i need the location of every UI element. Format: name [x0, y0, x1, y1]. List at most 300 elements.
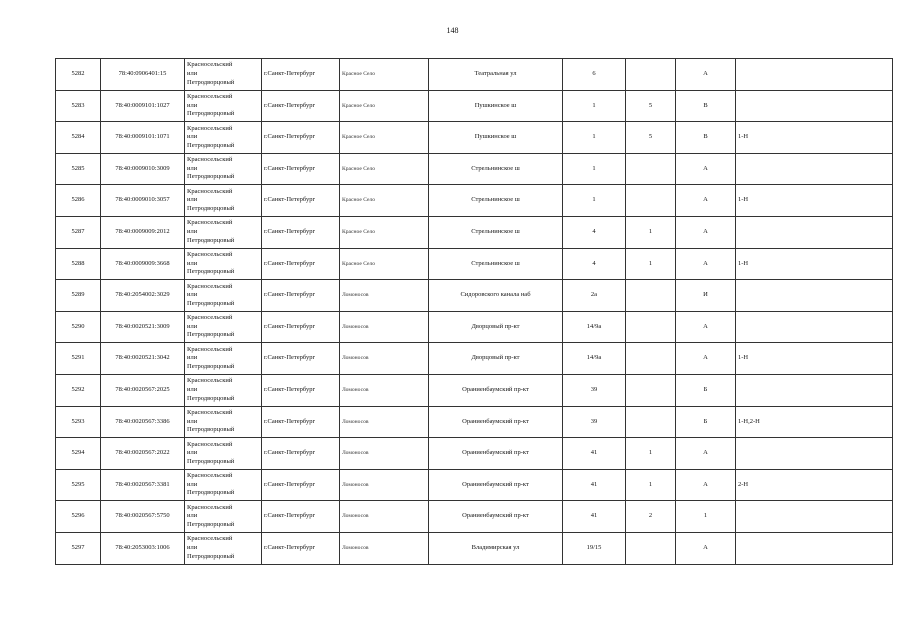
- cell-locality-text: Ломоносов: [342, 323, 369, 330]
- district-line: или: [187, 512, 198, 520]
- cell-cadastral-number: [101, 406, 185, 438]
- cell-house: [563, 280, 626, 312]
- cell-street-text: Владимирская ул: [471, 543, 520, 551]
- cell-locality: [340, 122, 429, 154]
- cell-row-number: [56, 438, 101, 470]
- cell-premises: [736, 122, 893, 154]
- cell-row-number: [56, 59, 101, 91]
- cell-house: [563, 153, 626, 185]
- cell-premises: [736, 438, 893, 470]
- cell-letter-text: А: [703, 70, 708, 77]
- cell-locality: [340, 280, 429, 312]
- cell-cadastral-number-text: 78:40:0009009:3668: [115, 259, 170, 267]
- district-line: или: [187, 354, 198, 362]
- district-line: Петродворцовый: [187, 489, 235, 497]
- cell-premises-text: 1-Н: [738, 196, 749, 204]
- cell-city: [262, 343, 340, 375]
- cell-district: [185, 122, 262, 154]
- cell-district: [185, 90, 262, 122]
- cell-cadastral-number: [101, 122, 185, 154]
- cell-locality-text: Ломоносов: [342, 513, 369, 520]
- district-line: Красносельский: [187, 250, 233, 258]
- cell-house-text: 4: [592, 259, 596, 267]
- cell-street-text: Сидоровского канала наб: [460, 291, 531, 299]
- district-line: или: [187, 449, 198, 457]
- cell-house: [563, 216, 626, 248]
- cell-city-text: г.Санкт-Петербург: [264, 227, 316, 235]
- cell-building: [626, 122, 676, 154]
- cell-street: [429, 311, 563, 343]
- district-line: Красносельский: [187, 282, 233, 290]
- cell-city-text: г.Санкт-Петербург: [264, 101, 316, 109]
- cell-city: [262, 280, 340, 312]
- cell-cadastral-number-text: 78:40:0009010:3057: [115, 196, 170, 204]
- cell-street: [429, 501, 563, 533]
- cell-city-text: г.Санкт-Петербург: [264, 543, 316, 551]
- cell-premises: [736, 532, 893, 564]
- cell-row-number-text: 5289: [71, 291, 85, 299]
- cell-letter-text: И: [703, 291, 708, 299]
- cell-street: [429, 59, 563, 91]
- cell-row-number: [56, 532, 101, 564]
- cell-house-text: 1: [592, 133, 596, 141]
- cell-row-number-text: 5292: [71, 385, 85, 393]
- district-line: Петродворцовый: [187, 110, 235, 118]
- district-line: Петродворцовый: [187, 204, 235, 212]
- cell-premises: [736, 469, 893, 501]
- cell-house: [563, 406, 626, 438]
- table-row: [56, 153, 893, 185]
- cell-premises: [736, 153, 893, 185]
- district-line: Красносельский: [187, 377, 233, 385]
- cell-city-text: г.Санкт-Петербург: [264, 133, 316, 141]
- cell-locality: [340, 438, 429, 470]
- cell-row-number: [56, 343, 101, 375]
- cell-building: [626, 216, 676, 248]
- district-line: Красносельский: [187, 61, 233, 69]
- cell-letter-text: В: [703, 101, 708, 109]
- district-line: Петродворцовый: [187, 173, 235, 181]
- cell-row-number-text: 5296: [71, 512, 85, 520]
- cell-locality-text: Ломоносов: [342, 355, 369, 362]
- cell-house: [563, 248, 626, 280]
- table-row: [56, 438, 893, 470]
- cell-street: [429, 280, 563, 312]
- cell-city: [262, 153, 340, 185]
- table-row: [56, 343, 893, 375]
- cell-street: [429, 438, 563, 470]
- cell-locality: [340, 532, 429, 564]
- district-line: Красносельский: [187, 314, 233, 322]
- cell-cadastral-number-text: 78:40:0020567:5750: [115, 512, 170, 520]
- cell-premises: [736, 90, 893, 122]
- cell-locality: [340, 153, 429, 185]
- table-row: [56, 311, 893, 343]
- cell-city: [262, 311, 340, 343]
- cell-house-text: 39: [590, 417, 598, 425]
- cell-building-text: 1: [648, 480, 653, 488]
- district-line: или: [187, 417, 198, 425]
- cell-letter-text: В: [703, 133, 708, 141]
- cell-cadastral-number-text: 78:40:0020567:2022: [115, 449, 170, 457]
- district-line: Красносельский: [187, 408, 233, 416]
- cell-letter: [676, 469, 736, 501]
- cell-street-text: Ораниенбаумский пр-кт: [462, 385, 529, 393]
- cell-street-text: Стрельнинское ш: [471, 196, 520, 204]
- cell-city: [262, 59, 340, 91]
- table-row: [56, 122, 893, 154]
- cell-premises: [736, 248, 893, 280]
- cell-letter-text: Б: [703, 385, 708, 393]
- cell-house: [563, 501, 626, 533]
- cell-premises: [736, 374, 893, 406]
- cell-district: [185, 59, 262, 91]
- district-line: Красносельский: [187, 187, 233, 195]
- cell-cadastral-number-text: 78:40:0009101:1027: [115, 101, 170, 109]
- district-line: Петродворцовый: [187, 426, 235, 434]
- cell-letter-text: А: [703, 449, 708, 457]
- district-line: Петродворцовый: [187, 299, 235, 307]
- cell-house-text: 1: [592, 101, 596, 109]
- cell-city-text: г.Санкт-Петербург: [264, 417, 316, 425]
- cell-district: [185, 501, 262, 533]
- cell-row-number-text: 5284: [71, 133, 85, 141]
- cell-row-number-text: 5285: [71, 164, 85, 172]
- cell-district: [185, 438, 262, 470]
- cell-row-number: [56, 122, 101, 154]
- cell-locality-text: Красное Село: [342, 260, 376, 267]
- cell-building: [626, 438, 676, 470]
- cell-cadastral-number-text: 78:40:0020521:3009: [115, 322, 170, 330]
- cell-district: [185, 311, 262, 343]
- cell-locality: [340, 469, 429, 501]
- cell-locality: [340, 374, 429, 406]
- cell-cadastral-number: [101, 343, 185, 375]
- cell-street: [429, 90, 563, 122]
- district-line: Петродворцовый: [187, 78, 235, 86]
- cell-house-text: 41: [590, 449, 598, 457]
- cell-letter-text: А: [703, 354, 708, 362]
- cell-letter: [676, 153, 736, 185]
- cell-premises: [736, 59, 893, 91]
- table-row: [56, 374, 893, 406]
- cell-premises: [736, 280, 893, 312]
- cell-building: [626, 406, 676, 438]
- cell-row-number-text: 5295: [71, 480, 85, 488]
- cell-locality-text: Ломоносов: [342, 292, 369, 299]
- cell-house: [563, 90, 626, 122]
- cell-letter: [676, 185, 736, 217]
- cell-building: [626, 248, 676, 280]
- cell-cadastral-number-text: 78:40:0009101:1071: [115, 133, 170, 141]
- cell-letter-text: А: [703, 543, 708, 551]
- cell-district: [185, 343, 262, 375]
- cell-locality: [340, 311, 429, 343]
- district-line: Красносельский: [187, 472, 233, 480]
- cell-premises-text: 1-Н: [738, 354, 749, 362]
- cell-premises-text: 2-Н: [738, 480, 749, 488]
- cell-row-number: [56, 501, 101, 533]
- cell-house: [563, 469, 626, 501]
- district-line: или: [187, 259, 198, 267]
- cell-city-text: г.Санкт-Петербург: [264, 322, 316, 330]
- table-row: [56, 501, 893, 533]
- cell-street-text: Дворцовый пр-кт: [471, 354, 520, 362]
- district-line: или: [187, 133, 198, 141]
- cell-street-text: Стрельнинское ш: [471, 227, 520, 235]
- district-line: Петродворцовый: [187, 520, 235, 528]
- cell-letter: [676, 280, 736, 312]
- cell-city: [262, 122, 340, 154]
- cell-house: [563, 59, 626, 91]
- cell-row-number-text: 5297: [71, 543, 85, 551]
- cell-street: [429, 343, 563, 375]
- cell-locality: [340, 248, 429, 280]
- cell-locality-text: Ломоносов: [342, 386, 369, 393]
- cell-row-number-text: 5286: [71, 196, 85, 204]
- cell-row-number-text: 5288: [71, 259, 85, 267]
- cell-row-number: [56, 406, 101, 438]
- registry-table: [55, 58, 893, 565]
- cell-row-number-text: 5294: [71, 449, 85, 457]
- cell-cadastral-number: [101, 374, 185, 406]
- cell-house-text: 14/9а: [586, 322, 602, 330]
- cell-district: [185, 248, 262, 280]
- cell-locality: [340, 216, 429, 248]
- cell-row-number-text: 5291: [71, 354, 85, 362]
- cell-cadastral-number-text: 78:40:2053003:1006: [115, 543, 170, 551]
- cell-street: [429, 532, 563, 564]
- table-row: [56, 216, 893, 248]
- cell-premises: [736, 311, 893, 343]
- cell-locality-text: Ломоносов: [342, 418, 369, 425]
- cell-building: [626, 469, 676, 501]
- cell-locality-text: Красное Село: [342, 102, 376, 109]
- cell-letter-text: А: [703, 480, 708, 488]
- table-row: [56, 248, 893, 280]
- cell-cadastral-number-text: 78:40:0906401:15: [118, 70, 167, 77]
- cell-house: [563, 185, 626, 217]
- cell-street-text: Ораниенбаумский пр-кт: [462, 449, 529, 457]
- cell-locality: [340, 90, 429, 122]
- cell-locality-text: Красное Село: [342, 134, 376, 141]
- cell-locality-text: Красное Село: [342, 228, 376, 235]
- cell-letter: [676, 90, 736, 122]
- cell-locality: [340, 501, 429, 533]
- cell-letter-text: А: [703, 164, 708, 172]
- cell-district: [185, 216, 262, 248]
- cell-cadastral-number: [101, 248, 185, 280]
- table-row: [56, 406, 893, 438]
- cell-house-text: 1: [592, 164, 596, 172]
- table-row: [56, 532, 893, 564]
- cell-street: [429, 153, 563, 185]
- page-number: 148: [446, 26, 459, 35]
- cell-city: [262, 406, 340, 438]
- cell-cadastral-number-text: 78:40:0020567:3386: [115, 417, 170, 425]
- cell-building: [626, 59, 676, 91]
- district-line: Петродворцовый: [187, 362, 235, 370]
- district-line: Красносельский: [187, 345, 233, 353]
- cell-building: [626, 153, 676, 185]
- cell-building: [626, 374, 676, 406]
- cell-cadastral-number: [101, 469, 185, 501]
- cell-cadastral-number: [101, 153, 185, 185]
- cell-locality: [340, 185, 429, 217]
- cell-district: [185, 185, 262, 217]
- table-row: [56, 59, 893, 91]
- district-line: Петродворцовый: [187, 394, 235, 402]
- cell-cadastral-number: [101, 311, 185, 343]
- table-row: [56, 185, 893, 217]
- cell-cadastral-number: [101, 438, 185, 470]
- district-line: Красносельский: [187, 93, 233, 100]
- cell-letter-text: А: [703, 196, 708, 204]
- cell-letter-text: А: [703, 322, 708, 330]
- cell-letter: [676, 532, 736, 564]
- cell-district: [185, 374, 262, 406]
- cell-letter: [676, 311, 736, 343]
- cell-building: [626, 501, 676, 533]
- cell-building: [626, 280, 676, 312]
- cell-house: [563, 374, 626, 406]
- district-line: или: [187, 101, 198, 109]
- cell-city-text: г.Санкт-Петербург: [264, 70, 316, 77]
- cell-city: [262, 438, 340, 470]
- cell-street-text: Ораниенбаумский пр-кт: [462, 417, 529, 425]
- district-line: Красносельский: [187, 124, 233, 132]
- cell-house-text: 2а: [590, 291, 598, 299]
- district-line: Красносельский: [187, 219, 233, 227]
- cell-district: [185, 406, 262, 438]
- cell-premises-text: 1-Н: [738, 133, 749, 141]
- cell-house-text: 1: [592, 196, 596, 204]
- cell-house: [563, 311, 626, 343]
- cell-premises: [736, 343, 893, 375]
- cell-city-text: г.Санкт-Петербург: [264, 291, 316, 299]
- cell-locality-text: Красное Село: [342, 165, 376, 172]
- cell-letter: [676, 501, 736, 533]
- cell-house-text: 41: [590, 480, 598, 488]
- cell-street: [429, 248, 563, 280]
- cell-street: [429, 122, 563, 154]
- cell-city-text: г.Санкт-Петербург: [264, 512, 316, 520]
- cell-letter: [676, 122, 736, 154]
- district-line: Петродворцовый: [187, 552, 235, 560]
- cell-building: [626, 311, 676, 343]
- cell-city: [262, 216, 340, 248]
- cell-locality-text: Ломоносов: [342, 481, 369, 488]
- cell-city: [262, 185, 340, 217]
- cell-cadastral-number-text: 78:40:0009010:3009: [115, 164, 170, 172]
- cell-street: [429, 469, 563, 501]
- cell-letter-text: Б: [703, 417, 708, 425]
- cell-cadastral-number: [101, 185, 185, 217]
- cell-premises: [736, 216, 893, 248]
- district-line: Петродворцовый: [187, 268, 235, 276]
- cell-district: [185, 532, 262, 564]
- cell-building-text: 2: [648, 512, 653, 520]
- cell-cadastral-number: [101, 216, 185, 248]
- district-line: или: [187, 480, 198, 488]
- cell-cadastral-number-text: 78:40:0009009:2012: [115, 227, 170, 235]
- cell-house: [563, 122, 626, 154]
- cell-city: [262, 248, 340, 280]
- cell-district: [185, 469, 262, 501]
- cell-city-text: г.Санкт-Петербург: [264, 385, 316, 393]
- cell-building: [626, 90, 676, 122]
- cell-house-text: 4: [592, 227, 596, 235]
- cell-city-text: г.Санкт-Петербург: [264, 196, 316, 204]
- cell-street-text: Пушкинское ш: [474, 133, 517, 141]
- cell-letter-text: А: [703, 227, 708, 235]
- cell-locality-text: Красное Село: [342, 71, 376, 77]
- cell-building-text: 1: [648, 449, 653, 457]
- cell-city-text: г.Санкт-Петербург: [264, 164, 316, 172]
- cell-premises-text: 1-Н,2-Н: [738, 417, 760, 425]
- cell-locality: [340, 343, 429, 375]
- cell-street-text: Дворцовый пр-кт: [471, 322, 520, 330]
- cell-house: [563, 438, 626, 470]
- cell-city-text: г.Санкт-Петербург: [264, 354, 316, 362]
- cell-row-number: [56, 469, 101, 501]
- cell-premises: [736, 185, 893, 217]
- cell-building: [626, 532, 676, 564]
- cell-street-text: Стрельнинское ш: [471, 259, 520, 267]
- cell-street: [429, 374, 563, 406]
- district-line: Красносельский: [187, 535, 233, 543]
- cell-building-text: 5: [648, 101, 653, 109]
- district-line: Красносельский: [187, 440, 233, 448]
- cell-locality-text: Ломоносов: [342, 544, 369, 551]
- cell-city: [262, 90, 340, 122]
- district-line: Петродворцовый: [187, 331, 235, 339]
- cell-row-number: [56, 185, 101, 217]
- district-line: или: [187, 227, 198, 235]
- cell-letter-text: 1: [703, 512, 708, 520]
- district-line: или: [187, 322, 198, 330]
- district-line: Петродворцовый: [187, 457, 235, 465]
- cell-row-number-text: 5293: [71, 417, 85, 425]
- cell-cadastral-number: [101, 280, 185, 312]
- cell-letter: [676, 248, 736, 280]
- cell-cadastral-number: [101, 59, 185, 91]
- cell-street-text: Ораниенбаумский пр-кт: [462, 512, 529, 520]
- cell-row-number-text: 5283: [71, 101, 85, 109]
- cell-house: [563, 532, 626, 564]
- district-line: Красносельский: [187, 156, 233, 164]
- district-line: Петродворцовый: [187, 141, 235, 149]
- cell-row-number: [56, 216, 101, 248]
- cell-row-number: [56, 311, 101, 343]
- cell-cadastral-number-text: 78:40:2054002:3029: [115, 291, 170, 299]
- cell-row-number: [56, 90, 101, 122]
- cell-house-text: 6: [592, 70, 596, 77]
- cell-cadastral-number: [101, 501, 185, 533]
- cell-locality: [340, 59, 429, 91]
- cell-city: [262, 532, 340, 564]
- cell-street: [429, 216, 563, 248]
- cell-letter: [676, 59, 736, 91]
- district-line: или: [187, 196, 198, 204]
- cell-building-text: 1: [648, 259, 653, 267]
- cell-letter: [676, 374, 736, 406]
- cell-premises-text: 1-Н: [738, 259, 749, 267]
- table-row: [56, 90, 893, 122]
- cell-district: [185, 153, 262, 185]
- cell-letter: [676, 406, 736, 438]
- cell-house-text: 19/15: [586, 543, 602, 551]
